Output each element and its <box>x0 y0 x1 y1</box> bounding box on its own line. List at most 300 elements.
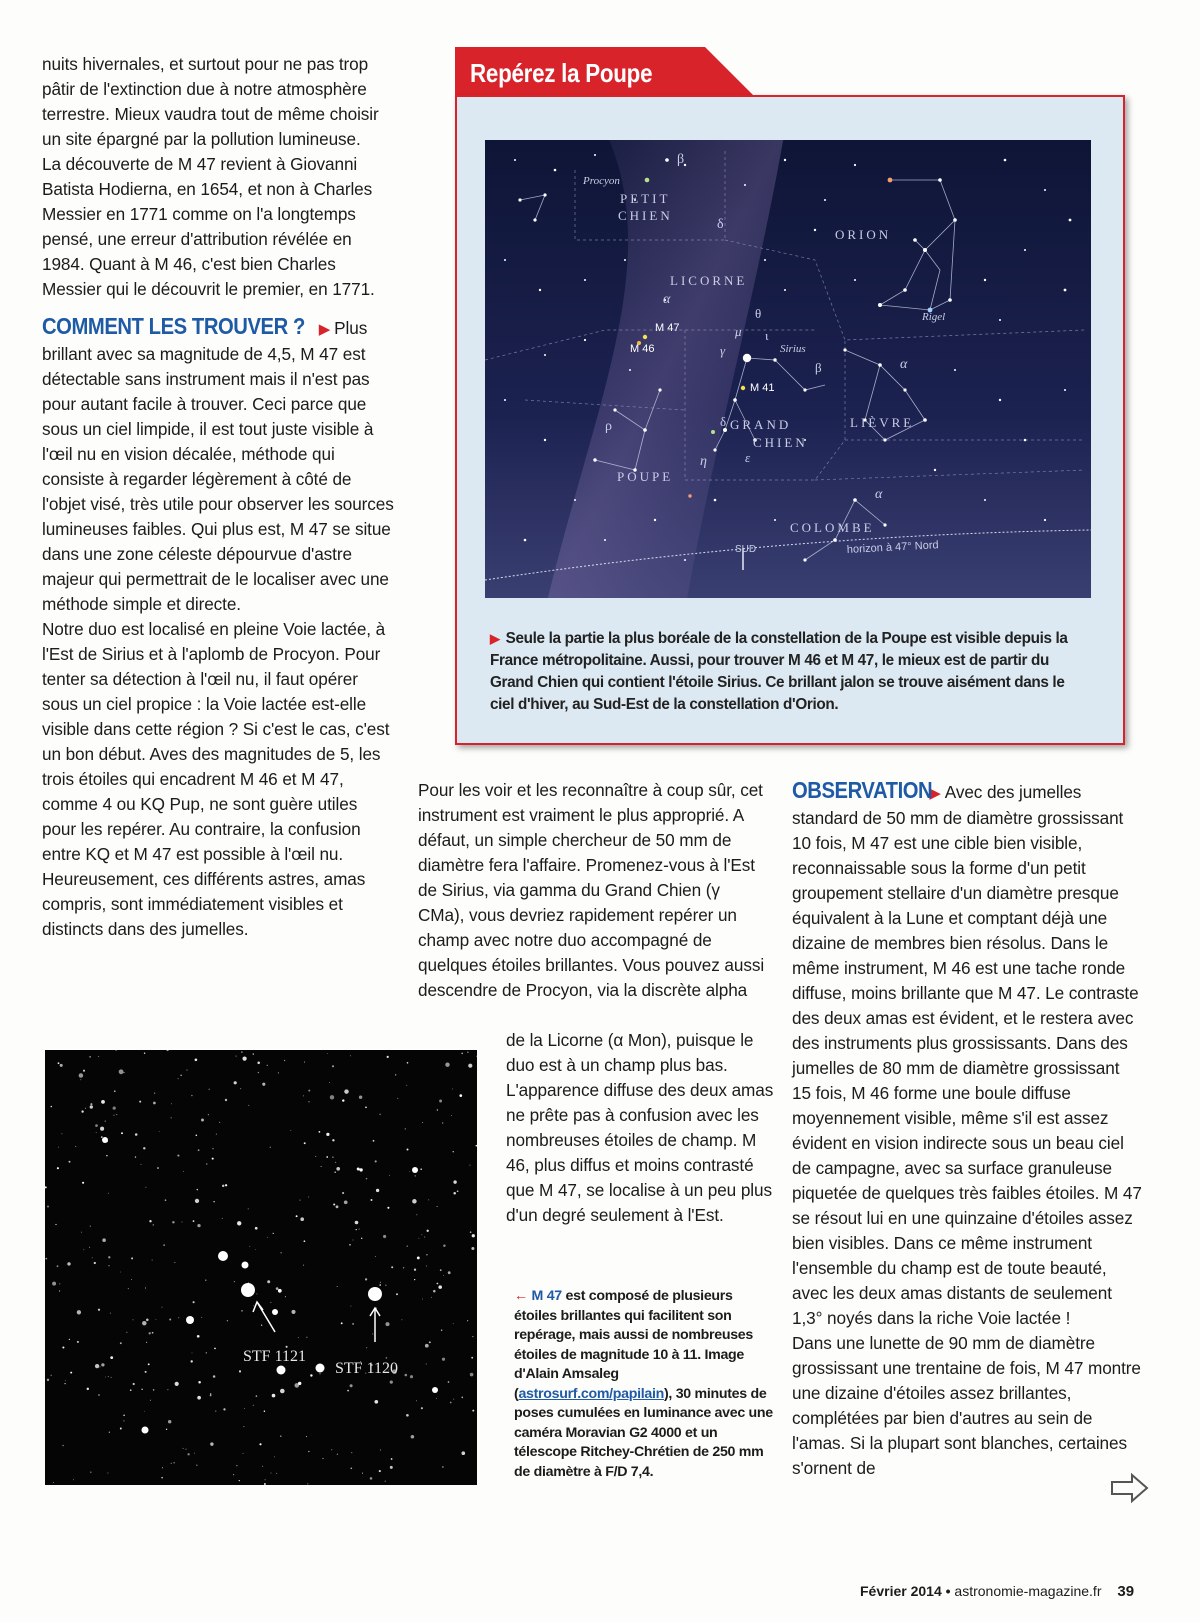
field-star <box>73 1479 74 1480</box>
field-star <box>223 1408 225 1410</box>
field-star <box>366 1347 367 1348</box>
middle-column-bottom <box>506 1028 776 1228</box>
field-star <box>344 1089 348 1093</box>
field-star <box>437 1283 439 1285</box>
field-star <box>442 1122 443 1123</box>
field-star <box>426 1254 427 1255</box>
field-star <box>219 1122 220 1123</box>
field-star <box>380 1282 381 1283</box>
paragraph: La découverte de M 47 revient à Giovanni Batista Hodierna, en 1654, et non à Charles Messier en 1771 comme on l'a longtemps pensé, une erreur d'attribution révélée en 1984. Quant à M 46, c'est bien Charles Messier qui le découvrit le premier, en 1771. <box>42 154 375 299</box>
field-star <box>385 1285 386 1286</box>
map-label-chien: CHIEN <box>618 208 673 223</box>
field-star <box>359 1168 362 1171</box>
field-star <box>69 1161 71 1163</box>
map-greek-delta-1: δ <box>717 217 724 232</box>
field-star <box>331 1449 332 1450</box>
field-star <box>441 1329 442 1330</box>
field-star <box>442 1358 445 1361</box>
map-label-grand: GRAND <box>730 417 792 432</box>
field-star <box>201 1119 204 1122</box>
field-star <box>459 1094 462 1097</box>
starfield <box>45 1050 477 1485</box>
field-star <box>180 1075 181 1076</box>
field-star <box>83 1249 84 1250</box>
field-star <box>57 1167 59 1169</box>
field-star <box>341 1322 343 1324</box>
triangle-right-icon: ▶ <box>929 785 941 802</box>
field-star <box>405 1374 408 1377</box>
field-star <box>116 1114 117 1115</box>
field-star <box>264 1483 266 1485</box>
field-star <box>330 1095 334 1099</box>
field-star <box>178 1078 179 1079</box>
field-star <box>198 1149 200 1151</box>
field-star <box>303 1095 304 1096</box>
field-star <box>201 1317 202 1318</box>
field-star <box>77 1310 81 1314</box>
field-star <box>213 1201 214 1202</box>
field-star <box>212 1158 214 1160</box>
field-star <box>304 1062 305 1063</box>
field-star <box>149 1332 151 1334</box>
field-star <box>255 1249 256 1250</box>
field-star <box>431 1297 432 1298</box>
field-star <box>299 1200 300 1201</box>
field-star <box>411 1435 415 1439</box>
field-star <box>406 1414 409 1417</box>
field-star <box>194 1453 195 1454</box>
field-star <box>280 1389 285 1394</box>
field-star <box>213 1375 216 1378</box>
field-star <box>344 1200 348 1204</box>
field-star <box>386 1357 388 1359</box>
field-star <box>195 1199 199 1203</box>
field-star <box>206 1352 207 1353</box>
field-star <box>416 1214 417 1215</box>
field-star <box>370 1477 373 1480</box>
field-star <box>177 1155 179 1157</box>
section-intro <box>792 778 1142 1331</box>
field-star <box>267 1237 268 1238</box>
field-star <box>350 1306 351 1307</box>
field-star <box>145 1287 146 1288</box>
field-star <box>55 1224 56 1225</box>
field-star <box>100 1127 104 1131</box>
field-star <box>385 1481 386 1482</box>
field-star <box>197 1396 201 1400</box>
field-star <box>128 1288 129 1289</box>
field-star <box>387 1056 389 1058</box>
map-label-colombe: COLOMBE <box>790 520 875 535</box>
photo-label-stf1120: STF 1120 <box>335 1360 398 1377</box>
field-star <box>191 1095 192 1096</box>
map-label-licorne: LICORNE <box>670 273 748 288</box>
field-star <box>452 1088 453 1089</box>
field-star <box>267 1065 268 1066</box>
map-label-m47: M 47 <box>655 322 680 334</box>
caption-link[interactable]: astrosurf.com/papilain <box>518 1385 664 1402</box>
field-star <box>222 1218 223 1219</box>
map-greek-alpha-2: α <box>900 357 908 372</box>
field-star <box>145 1371 147 1373</box>
map-greek-gamma: γ <box>720 343 726 358</box>
field-star <box>225 1184 227 1186</box>
field-star <box>253 1053 254 1054</box>
field-star <box>102 1238 106 1242</box>
field-star <box>77 1341 79 1343</box>
arrow-left-icon: ← <box>514 1288 528 1304</box>
field-star <box>61 1133 62 1134</box>
map-greek-theta: θ <box>755 306 762 321</box>
field-star <box>443 1275 444 1276</box>
field-star <box>90 1105 93 1108</box>
field-star <box>276 1473 277 1474</box>
field-star <box>120 1342 122 1344</box>
field-star <box>371 1199 373 1201</box>
map-greek-iota: ι <box>765 328 769 343</box>
field-star <box>171 1103 172 1104</box>
right-column <box>792 778 1142 1481</box>
field-star <box>146 1342 147 1343</box>
field-star <box>376 1189 379 1192</box>
field-star <box>157 1167 159 1169</box>
field-star <box>214 1348 216 1350</box>
field-star <box>383 1235 386 1238</box>
field-star <box>476 1056 477 1057</box>
field-star <box>467 1320 468 1321</box>
field-star <box>109 1432 110 1433</box>
field-star <box>273 1233 274 1234</box>
field-star <box>106 1155 107 1156</box>
field-star <box>298 1337 299 1338</box>
page-number: 39 <box>1117 1583 1135 1600</box>
field-star <box>407 1062 409 1064</box>
field-star <box>65 1380 66 1381</box>
field-star <box>375 1256 376 1257</box>
field-star <box>123 1072 124 1073</box>
paragraph: Dans une lunette de 90 mm de diamètre grossissant une trentaine de fois, M 47 montre une dizaine d'étoiles assez brillantes, complétées par bien d'autres au sein de l'amas. Si la plupart sont blanches, certaines s'ornent de <box>792 1333 1141 1478</box>
field-star <box>166 1429 167 1430</box>
field-star <box>421 1407 423 1409</box>
field-star <box>196 1465 197 1466</box>
field-star <box>306 1436 307 1437</box>
field-star <box>142 1321 147 1326</box>
field-star <box>89 1056 90 1057</box>
triangle-right-icon: ▶ <box>490 631 500 646</box>
field-star <box>453 1399 454 1400</box>
map-label-procyon: Procyon <box>583 175 620 187</box>
field-star <box>171 1117 172 1118</box>
field-star <box>337 1454 338 1455</box>
field-star <box>390 1466 393 1469</box>
field-star <box>196 1135 198 1137</box>
field-star <box>135 1133 138 1136</box>
field-star <box>468 1064 472 1068</box>
field-star <box>143 1147 145 1149</box>
map-label-lievre: LIÈVRE <box>850 415 915 430</box>
field-star <box>437 1109 438 1110</box>
field-star <box>113 1115 114 1116</box>
field-star <box>274 1457 275 1458</box>
field-star <box>471 1247 474 1250</box>
field-star <box>242 1056 246 1060</box>
field-star <box>130 1389 132 1391</box>
field-star <box>131 1279 132 1280</box>
field-star <box>270 1302 271 1303</box>
field-star <box>416 1401 417 1402</box>
field-star <box>417 1256 420 1259</box>
field-star <box>171 1463 172 1464</box>
field-star <box>249 1246 250 1247</box>
field-star <box>159 1131 160 1132</box>
field-star <box>391 1458 393 1460</box>
field-star <box>62 1346 64 1348</box>
field-star <box>308 1197 309 1198</box>
field-star <box>334 1171 336 1173</box>
field-star <box>443 1244 445 1246</box>
map-greek-epsilon: ε <box>745 450 751 465</box>
field-star <box>133 1319 134 1320</box>
field-star <box>422 1122 423 1123</box>
map-greek-mu: μ <box>735 324 742 339</box>
field-star <box>349 1244 351 1246</box>
field-star <box>197 1335 200 1338</box>
field-star <box>418 1238 419 1239</box>
constellation-map <box>485 140 1091 598</box>
section-title-comment: COMMENT LES TROUVER ? <box>42 313 305 339</box>
field-star <box>437 1206 438 1207</box>
field-star <box>85 1108 86 1109</box>
field-star <box>133 1383 135 1385</box>
field-star <box>172 1221 174 1223</box>
paragraph: nuits hivernales, et surtout pour ne pas trop pâtir de l'extinction due à notre atmosphère terrestre. Mieux vaudra tout de même choisir un site épargné par la pollution lumineuse. <box>42 54 379 149</box>
box-caption-text: Seule la partie la plus boréale de la constellation de la Poupe est visible depuis la France métropolitaine. Aussi, pour trouver M 46 et M 47, le mieux est de partir du Grand Chien qui contient l'étoile Sirius. Ce brillant jalon se trouve aisément dans le ciel d'hiver, au Sud-Est de la constellation d'Orion. <box>490 630 1068 713</box>
field-star <box>304 1240 306 1242</box>
field-star <box>426 1266 427 1267</box>
field-star <box>225 1099 227 1101</box>
field-star <box>261 1325 262 1326</box>
field-star <box>350 1467 352 1469</box>
field-star <box>453 1180 456 1183</box>
field-star <box>234 1281 235 1282</box>
field-star <box>310 1374 312 1376</box>
field-star <box>389 1175 390 1176</box>
field-star <box>148 1363 150 1365</box>
field-star <box>90 1471 91 1472</box>
field-star <box>47 1379 49 1381</box>
field-star <box>80 1079 81 1080</box>
field-star <box>241 1051 242 1052</box>
field-star <box>353 1240 354 1241</box>
field-star <box>244 1408 245 1409</box>
field-star <box>98 1394 100 1396</box>
field-star <box>240 1088 241 1089</box>
field-star <box>98 1309 100 1311</box>
field-star <box>350 1055 351 1056</box>
field-star <box>139 1101 141 1103</box>
field-star <box>96 1132 97 1133</box>
field-star <box>342 1192 344 1194</box>
field-star <box>256 1293 257 1294</box>
observation-text: Avec des jumelles standard de 50 mm de diamètre grossissant 10 fois, M 47 est une cible bien visible, reconnaissable sous la forme d'un petit groupement stellaire d'un diamètre presque équivalent à la Lune et comptant déjà une dizaine de membres bien résolus. Dans le même instrument, M 46 est une tache ronde diffuse, moins brillante que M 47. Le contraste des deux amas est évident, et le restera avec des instruments plus grossissants. Dans des jumelles de 80 mm de diamètre grossissant 15 fois, M 46 forme une boule diffuse moyennement visible, même s'il est assez évident en vision indirecte sous un beau ciel de campagne, avec sa surface granuleuse piquetée de quelques très faibles étoiles. M 47 se résout lui en une quinzaine d'étoiles assez bien visibles. Dans ce même instrument l'ensemble du champ est de toute beauté, avec les deux amas distants de seulement 1,3° noyés dans la riche Voie lactée ! <box>792 782 1142 1328</box>
field-star <box>424 1237 425 1238</box>
field-star <box>53 1482 54 1483</box>
field-star <box>210 1394 212 1396</box>
map-label-m41: M 41 <box>750 382 775 394</box>
field-star <box>385 1322 389 1326</box>
field-star <box>105 1377 106 1378</box>
field-star <box>319 1131 321 1133</box>
field-star <box>153 1224 155 1226</box>
map-label-petit: PETIT <box>620 191 671 206</box>
field-star <box>169 1319 171 1321</box>
field-star <box>255 1227 258 1230</box>
field-star <box>131 1257 133 1259</box>
field-star <box>70 1372 72 1374</box>
field-star <box>457 1190 459 1192</box>
field-star <box>222 1185 224 1187</box>
field-star <box>361 1238 362 1239</box>
field-star <box>248 1105 249 1106</box>
field-star <box>183 1448 184 1449</box>
field-star <box>359 1228 360 1229</box>
field-star <box>421 1234 422 1235</box>
field-star <box>58 1062 60 1064</box>
field-star <box>272 1394 276 1398</box>
map-greek-beta-1: β <box>677 152 685 167</box>
field-star <box>332 1139 334 1141</box>
field-star <box>121 1132 123 1134</box>
map-greek-eta: η <box>700 454 707 469</box>
field-star <box>450 1402 452 1404</box>
map-greek-alpha-1: α <box>663 292 671 307</box>
map-label-poupe: POUPE <box>617 469 674 484</box>
field-star <box>234 1081 237 1084</box>
field-star <box>298 1382 301 1385</box>
field-star <box>113 1107 116 1110</box>
field-star <box>327 1053 328 1054</box>
field-star <box>210 1442 213 1445</box>
field-star <box>451 1115 452 1116</box>
field-star <box>197 1189 198 1190</box>
paragraph: Notre duo est localisé en pleine Voie lactée, à l'Est de Sirius et à l'aplomb de Procyon. Pour tenter sa détection à l'œil nu, il faut opérer sous un ciel propice : la Voie lactée est-elle visible dans cette région ? Si c'est le cas, c'est un bon début. Aves des magnitudes de 5, les trois étoiles qui encadrent M 46 et M 47, comme 4 ou KQ Pup, ne sont guère utiles pour les repérer. Au contraire, la confusion entre KQ et M 47 est possible à l'œil nu. Heureusement, ces différents astres, amas compris, sont immédiatement visibles et distincts dans des jumelles. <box>42 619 390 939</box>
field-star <box>308 1451 309 1452</box>
field-star <box>291 1310 295 1314</box>
field-star <box>453 1151 454 1152</box>
field-star <box>150 1400 151 1401</box>
field-star <box>438 1285 442 1289</box>
field-star <box>81 1110 83 1112</box>
field-star <box>390 1380 393 1383</box>
field-star <box>81 1232 82 1233</box>
field-star <box>120 1428 122 1430</box>
field-star <box>100 1366 101 1367</box>
field-star <box>306 1337 307 1338</box>
field-star <box>168 1420 171 1423</box>
field-star <box>267 1280 270 1283</box>
field-star <box>119 1069 124 1074</box>
field-star <box>152 1260 153 1261</box>
page-footer: Février 2014 • astronomie-magazine.fr 39 <box>860 1583 1135 1600</box>
field-star <box>472 1410 474 1412</box>
field-star <box>439 1100 442 1103</box>
field-star <box>89 1247 90 1248</box>
field-star <box>259 1443 261 1445</box>
field-star <box>69 1339 70 1340</box>
field-star <box>329 1082 330 1083</box>
field-star <box>319 1373 320 1374</box>
field-star <box>209 1089 210 1090</box>
field-star <box>397 1098 398 1099</box>
field-star <box>407 1149 409 1151</box>
field-star <box>185 1449 186 1450</box>
field-star <box>414 1269 416 1271</box>
field-star <box>82 1182 84 1184</box>
field-star <box>352 1323 354 1325</box>
field-star <box>141 1389 142 1390</box>
field-star <box>335 1162 336 1163</box>
field-star <box>101 1363 104 1366</box>
footer-site[interactable]: astronomie-magazine.fr <box>954 1583 1102 1599</box>
field-star <box>237 1221 241 1225</box>
field-star <box>110 1313 111 1314</box>
field-star <box>453 1192 456 1195</box>
field-star <box>472 1234 475 1237</box>
field-star <box>308 1101 309 1102</box>
field-star <box>149 1220 151 1222</box>
field-star <box>183 1171 184 1172</box>
map-greek-delta-2: δ <box>720 414 727 429</box>
field-star <box>307 1483 308 1484</box>
field-star <box>208 1114 209 1115</box>
field-star <box>123 1414 125 1416</box>
arrow-right-outline-icon[interactable] <box>1110 1472 1150 1504</box>
field-star <box>195 1058 198 1061</box>
field-star <box>409 1171 410 1172</box>
field-star <box>108 1265 109 1266</box>
field-star <box>101 1136 103 1138</box>
field-star <box>146 1319 149 1322</box>
field-star <box>192 1352 193 1353</box>
field-star <box>101 1100 105 1104</box>
field-star <box>264 1411 265 1412</box>
field-star <box>326 1156 328 1158</box>
field-star <box>141 1164 142 1165</box>
field-star <box>262 1083 265 1086</box>
field-star <box>342 1099 344 1101</box>
field-star <box>155 1319 156 1320</box>
field-star <box>280 1252 281 1253</box>
field-star <box>357 1168 360 1171</box>
field-star <box>332 1156 333 1157</box>
field-star <box>322 1458 323 1459</box>
field-star <box>453 1323 454 1324</box>
field-star <box>265 1479 266 1480</box>
field-star <box>163 1244 164 1245</box>
field-star <box>336 1205 339 1208</box>
field-star <box>178 1317 179 1318</box>
section-intro <box>42 314 394 617</box>
field-star <box>233 1474 234 1475</box>
field-star <box>407 1245 408 1246</box>
field-star <box>467 1052 468 1053</box>
field-star <box>284 1060 285 1061</box>
field-star <box>239 1370 241 1372</box>
box-caption <box>490 628 1090 716</box>
field-star <box>59 1290 60 1291</box>
field-star <box>278 1289 282 1293</box>
field-star <box>191 1360 193 1362</box>
